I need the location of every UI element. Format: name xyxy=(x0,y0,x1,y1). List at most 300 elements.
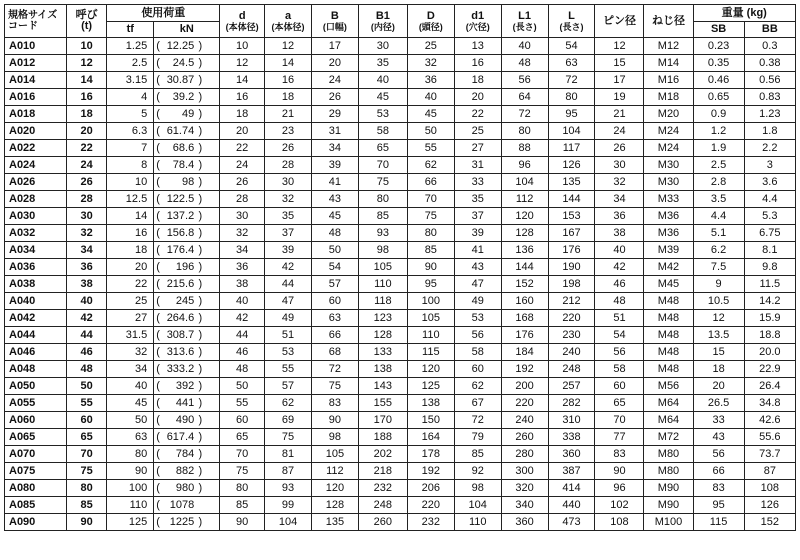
thread-cell: M16 xyxy=(644,72,693,89)
header-tf: tf xyxy=(107,22,154,38)
nominal-cell: 22 xyxy=(66,140,107,157)
nominal-cell: 42 xyxy=(66,310,107,327)
L-cell: 176 xyxy=(548,242,595,259)
kn-value: 441 xyxy=(175,396,195,409)
B1-cell: 58 xyxy=(358,123,407,140)
B1-cell: 53 xyxy=(358,106,407,123)
B-cell: 63 xyxy=(311,310,358,327)
kn-open-paren: ( xyxy=(156,277,160,290)
sb-cell: 0.46 xyxy=(693,72,744,89)
kn-value: 78.4 xyxy=(172,158,195,171)
B1-cell: 110 xyxy=(358,276,407,293)
table-row xyxy=(5,446,796,463)
bb-cell: 3.6 xyxy=(744,174,795,191)
B-cell: 128 xyxy=(311,497,358,514)
d1-cell: 37 xyxy=(454,208,501,225)
sb-cell: 20 xyxy=(693,378,744,395)
kn-open-paren: ( xyxy=(156,243,160,256)
thread-cell: M90 xyxy=(644,497,693,514)
kn-cell xyxy=(154,225,220,242)
kn-cell xyxy=(154,395,220,412)
table-row xyxy=(5,191,796,208)
kn-close-paren: ) xyxy=(198,379,203,392)
L-cell: 414 xyxy=(548,480,595,497)
d1-cell: 56 xyxy=(454,327,501,344)
L1-cell: 260 xyxy=(501,429,548,446)
B-cell: 43 xyxy=(311,191,358,208)
kn-open-paren: ( xyxy=(156,447,160,460)
header-pin: ピン径 xyxy=(595,5,644,38)
nominal-cell: 26 xyxy=(66,174,107,191)
code-cell: A085 xyxy=(5,497,67,514)
pin-cell: 42 xyxy=(595,259,644,276)
sb-cell: 6.2 xyxy=(693,242,744,259)
sb-cell: 66 xyxy=(693,463,744,480)
kn-close-paren: ) xyxy=(198,209,203,222)
kn-value: 333.2 xyxy=(166,362,195,375)
B-cell: 68 xyxy=(311,344,358,361)
L-cell: 63 xyxy=(548,55,595,72)
L-cell: 72 xyxy=(548,72,595,89)
pin-cell: 38 xyxy=(595,225,644,242)
L-cell: 104 xyxy=(548,123,595,140)
d1-cell: 16 xyxy=(454,55,501,72)
L1-cell: 88 xyxy=(501,140,548,157)
kn-cell xyxy=(154,72,220,89)
bb-cell: 9.8 xyxy=(744,259,795,276)
kn-value: 122.5 xyxy=(166,192,195,205)
table-row xyxy=(5,497,796,514)
code-cell: A032 xyxy=(5,225,67,242)
bb-cell: 126 xyxy=(744,497,795,514)
B1-cell: 98 xyxy=(358,242,407,259)
B-cell: 60 xyxy=(311,293,358,310)
code-cell: A070 xyxy=(5,446,67,463)
a-cell: 16 xyxy=(265,72,312,89)
D-cell: 75 xyxy=(407,208,454,225)
sb-cell: 95 xyxy=(693,497,744,514)
B1-cell: 128 xyxy=(358,327,407,344)
pin-cell: 54 xyxy=(595,327,644,344)
kn-value: 12.25 xyxy=(166,39,195,52)
d1-cell: 47 xyxy=(454,276,501,293)
L-cell: 153 xyxy=(548,208,595,225)
table-row xyxy=(5,140,796,157)
nominal-cell: 20 xyxy=(66,123,107,140)
header-d1-sub: (穴径) xyxy=(465,21,490,32)
L1-cell: 64 xyxy=(501,89,548,106)
tf-cell: 80 xyxy=(107,446,154,463)
header-a-label: a xyxy=(284,9,292,22)
tf-cell: 20 xyxy=(107,259,154,276)
kn-cell xyxy=(154,361,220,378)
kn-value: 30.87 xyxy=(166,73,195,86)
sb-cell: 18 xyxy=(693,361,744,378)
code-cell: A038 xyxy=(5,276,67,293)
D-cell: 110 xyxy=(407,327,454,344)
L-cell: 473 xyxy=(548,514,595,531)
bb-cell: 20.0 xyxy=(744,344,795,361)
kn-cell xyxy=(154,429,220,446)
a-cell: 51 xyxy=(265,327,312,344)
D-cell: 85 xyxy=(407,242,454,259)
d-cell: 30 xyxy=(220,208,265,225)
kn-value: 490 xyxy=(175,413,195,426)
L1-cell: 120 xyxy=(501,208,548,225)
kn-close-paren: ) xyxy=(198,294,203,307)
B-cell: 29 xyxy=(311,106,358,123)
kn-cell xyxy=(154,463,220,480)
d-cell: 80 xyxy=(220,480,265,497)
bb-cell: 73.7 xyxy=(744,446,795,463)
L-cell: 440 xyxy=(548,497,595,514)
L1-cell: 160 xyxy=(501,293,548,310)
d1-cell: 33 xyxy=(454,174,501,191)
table-row xyxy=(5,242,796,259)
code-cell: A036 xyxy=(5,259,67,276)
table-row xyxy=(5,293,796,310)
d-cell: 16 xyxy=(220,89,265,106)
d1-cell: 72 xyxy=(454,412,501,429)
a-cell: 30 xyxy=(265,174,312,191)
code-cell: A014 xyxy=(5,72,67,89)
pin-cell: 51 xyxy=(595,310,644,327)
kn-cell xyxy=(154,293,220,310)
B1-cell: 30 xyxy=(358,38,407,55)
tf-cell: 22 xyxy=(107,276,154,293)
header-D-label: D xyxy=(426,9,435,22)
table-row xyxy=(5,89,796,106)
nominal-cell: 32 xyxy=(66,225,107,242)
thread-cell: M100 xyxy=(644,514,693,531)
sb-cell: 56 xyxy=(693,446,744,463)
d1-cell: 58 xyxy=(454,344,501,361)
d-cell: 60 xyxy=(220,412,265,429)
d-cell: 36 xyxy=(220,259,265,276)
D-cell: 125 xyxy=(407,378,454,395)
thread-cell: M45 xyxy=(644,276,693,293)
bb-cell: 1.8 xyxy=(744,123,795,140)
d1-cell: 67 xyxy=(454,395,501,412)
pin-cell: 65 xyxy=(595,395,644,412)
thread-cell: M36 xyxy=(644,225,693,242)
d-cell: 34 xyxy=(220,242,265,259)
B1-cell: 80 xyxy=(358,191,407,208)
kn-value: 49 xyxy=(181,107,195,120)
L1-cell: 300 xyxy=(501,463,548,480)
bb-cell: 0.3 xyxy=(744,38,795,55)
code-cell: A065 xyxy=(5,429,67,446)
B1-cell: 93 xyxy=(358,225,407,242)
a-cell: 44 xyxy=(265,276,312,293)
d1-cell: 41 xyxy=(454,242,501,259)
D-cell: 206 xyxy=(407,480,454,497)
D-cell: 25 xyxy=(407,38,454,55)
kn-value: 24.5 xyxy=(172,56,195,69)
d1-cell: 31 xyxy=(454,157,501,174)
L-cell: 190 xyxy=(548,259,595,276)
table-row xyxy=(5,106,796,123)
kn-open-paren: ( xyxy=(156,90,160,103)
nominal-cell: 14 xyxy=(66,72,107,89)
kn-open-paren: ( xyxy=(156,226,160,239)
d1-cell: 20 xyxy=(454,89,501,106)
tf-cell: 1.25 xyxy=(107,38,154,55)
kn-close-paren: ) xyxy=(198,158,203,171)
d1-cell: 79 xyxy=(454,429,501,446)
thread-cell: M18 xyxy=(644,89,693,106)
table-row xyxy=(5,378,796,395)
d1-cell: 39 xyxy=(454,225,501,242)
L-cell: 95 xyxy=(548,106,595,123)
L-cell: 126 xyxy=(548,157,595,174)
kn-cell xyxy=(154,412,220,429)
kn-cell xyxy=(154,344,220,361)
d1-cell: 35 xyxy=(454,191,501,208)
d-cell: 12 xyxy=(220,55,265,72)
sb-cell: 2.8 xyxy=(693,174,744,191)
nominal-cell: 75 xyxy=(66,463,107,480)
code-cell: A055 xyxy=(5,395,67,412)
kn-open-paren: ( xyxy=(156,481,160,494)
kn-open-paren: ( xyxy=(156,192,160,205)
kn-close-paren: ) xyxy=(198,192,203,205)
kn-close-paren: ) xyxy=(198,447,203,460)
table-row xyxy=(5,55,796,72)
B1-cell: 123 xyxy=(358,310,407,327)
tf-cell: 110 xyxy=(107,497,154,514)
kn-cell xyxy=(154,514,220,531)
B1-cell: 35 xyxy=(358,55,407,72)
pin-cell: 48 xyxy=(595,293,644,310)
kn-open-paren: ( xyxy=(156,396,160,409)
B-cell: 75 xyxy=(311,378,358,395)
kn-close-paren: ) xyxy=(198,413,203,426)
B-cell: 112 xyxy=(311,463,358,480)
nominal-cell: 16 xyxy=(66,89,107,106)
kn-open-paren: ( xyxy=(156,39,160,52)
a-cell: 32 xyxy=(265,191,312,208)
kn-cell xyxy=(154,55,220,72)
B-cell: 57 xyxy=(311,276,358,293)
d-cell: 28 xyxy=(220,191,265,208)
L-cell: 80 xyxy=(548,89,595,106)
L1-cell: 112 xyxy=(501,191,548,208)
kn-value: 68.6 xyxy=(172,141,195,154)
code-cell: A044 xyxy=(5,327,67,344)
d-cell: 10 xyxy=(220,38,265,55)
header-L-sub: (長さ) xyxy=(559,21,584,32)
bb-cell: 87 xyxy=(744,463,795,480)
sb-cell: 9 xyxy=(693,276,744,293)
thread-cell: M36 xyxy=(644,208,693,225)
tf-cell: 100 xyxy=(107,480,154,497)
bb-cell: 0.38 xyxy=(744,55,795,72)
header-d-sub: (本体径) xyxy=(225,21,259,32)
L1-cell: 56 xyxy=(501,72,548,89)
header-B1-label: B1 xyxy=(375,9,390,22)
L-cell: 360 xyxy=(548,446,595,463)
thread-cell: M80 xyxy=(644,446,693,463)
sb-cell: 33 xyxy=(693,412,744,429)
L-cell: 240 xyxy=(548,344,595,361)
B1-cell: 85 xyxy=(358,208,407,225)
kn-cell xyxy=(154,497,220,514)
kn-open-paren: ( xyxy=(156,73,160,86)
D-cell: 150 xyxy=(407,412,454,429)
a-cell: 69 xyxy=(265,412,312,429)
B1-cell: 155 xyxy=(358,395,407,412)
kn-open-paren: ( xyxy=(156,362,160,375)
thread-cell: M42 xyxy=(644,259,693,276)
pin-cell: 12 xyxy=(595,38,644,55)
kn-close-paren: ) xyxy=(198,243,203,256)
tf-cell: 12.5 xyxy=(107,191,154,208)
d-cell: 18 xyxy=(220,106,265,123)
kn-value: 882 xyxy=(175,464,195,477)
kn-open-paren: ( xyxy=(156,345,160,358)
B-cell: 41 xyxy=(311,174,358,191)
L-cell: 248 xyxy=(548,361,595,378)
L1-cell: 200 xyxy=(501,378,548,395)
tf-cell: 40 xyxy=(107,378,154,395)
kn-close-paren: ) xyxy=(198,39,203,52)
thread-cell: M72 xyxy=(644,429,693,446)
tf-cell: 18 xyxy=(107,242,154,259)
B-cell: 66 xyxy=(311,327,358,344)
thread-cell: M48 xyxy=(644,327,693,344)
kn-open-paren: ( xyxy=(156,56,160,69)
sb-cell: 83 xyxy=(693,480,744,497)
sb-cell: 7.5 xyxy=(693,259,744,276)
kn-close-paren: ) xyxy=(198,345,203,358)
B-cell: 50 xyxy=(311,242,358,259)
sb-cell: 3.5 xyxy=(693,191,744,208)
table-row xyxy=(5,276,796,293)
kn-cell xyxy=(154,480,220,497)
thread-cell: M64 xyxy=(644,395,693,412)
L-cell: 387 xyxy=(548,463,595,480)
L-cell: 135 xyxy=(548,174,595,191)
thread-cell: M30 xyxy=(644,157,693,174)
kn-value: 980 xyxy=(175,481,195,494)
B-cell: 120 xyxy=(311,480,358,497)
header-B1-sub: (内径) xyxy=(370,21,395,32)
sb-cell: 10.5 xyxy=(693,293,744,310)
code-cell: A020 xyxy=(5,123,67,140)
a-cell: 35 xyxy=(265,208,312,225)
table-row xyxy=(5,225,796,242)
kn-value: 1078 xyxy=(169,498,195,511)
d1-cell: 62 xyxy=(454,378,501,395)
nominal-cell: 85 xyxy=(66,497,107,514)
L-cell: 144 xyxy=(548,191,595,208)
d-cell: 24 xyxy=(220,157,265,174)
kn-close-paren: ) xyxy=(198,430,203,443)
L1-cell: 96 xyxy=(501,157,548,174)
header-B-label: B xyxy=(330,9,339,22)
L1-cell: 152 xyxy=(501,276,548,293)
pin-cell: 46 xyxy=(595,276,644,293)
kn-cell xyxy=(154,140,220,157)
nominal-cell: 80 xyxy=(66,480,107,497)
B1-cell: 70 xyxy=(358,157,407,174)
L1-cell: 128 xyxy=(501,225,548,242)
table-row xyxy=(5,208,796,225)
kn-open-paren: ( xyxy=(156,464,160,477)
kn-cell xyxy=(154,106,220,123)
d1-cell: 25 xyxy=(454,123,501,140)
kn-cell xyxy=(154,174,220,191)
sb-cell: 1.9 xyxy=(693,140,744,157)
a-cell: 18 xyxy=(265,89,312,106)
pin-cell: 21 xyxy=(595,106,644,123)
code-cell: A048 xyxy=(5,361,67,378)
header-kn: kN xyxy=(154,22,220,38)
D-cell: 115 xyxy=(407,344,454,361)
thread-cell: M24 xyxy=(644,123,693,140)
kn-close-paren: ) xyxy=(198,73,203,86)
tf-cell: 5 xyxy=(107,106,154,123)
nominal-cell: 70 xyxy=(66,446,107,463)
kn-cell xyxy=(154,327,220,344)
bb-cell: 0.83 xyxy=(744,89,795,106)
B1-cell: 143 xyxy=(358,378,407,395)
B-cell: 105 xyxy=(311,446,358,463)
B-cell: 26 xyxy=(311,89,358,106)
L1-cell: 280 xyxy=(501,446,548,463)
kn-value: 264.6 xyxy=(166,311,195,324)
pin-cell: 58 xyxy=(595,361,644,378)
D-cell: 138 xyxy=(407,395,454,412)
d-cell: 65 xyxy=(220,429,265,446)
d1-cell: 53 xyxy=(454,310,501,327)
nominal-cell: 48 xyxy=(66,361,107,378)
kn-value: 617.4 xyxy=(166,430,195,443)
pin-cell: 17 xyxy=(595,72,644,89)
B1-cell: 118 xyxy=(358,293,407,310)
B1-cell: 138 xyxy=(358,361,407,378)
kn-close-paren: ) xyxy=(198,124,203,137)
d-cell: 40 xyxy=(220,293,265,310)
a-cell: 62 xyxy=(265,395,312,412)
header-d-label: d xyxy=(238,9,246,22)
tf-cell: 125 xyxy=(107,514,154,531)
tf-cell: 3.15 xyxy=(107,72,154,89)
kn-open-paren: ( xyxy=(156,379,160,392)
sb-cell: 0.35 xyxy=(693,55,744,72)
code-cell: A075 xyxy=(5,463,67,480)
B1-cell: 40 xyxy=(358,72,407,89)
d-cell: 50 xyxy=(220,378,265,395)
bb-cell: 3 xyxy=(744,157,795,174)
B1-cell: 232 xyxy=(358,480,407,497)
pin-cell: 102 xyxy=(595,497,644,514)
a-cell: 26 xyxy=(265,140,312,157)
kn-cell xyxy=(154,157,220,174)
L1-cell: 184 xyxy=(501,344,548,361)
tf-cell: 8 xyxy=(107,157,154,174)
pin-cell: 36 xyxy=(595,208,644,225)
header-thread: ねじ径 xyxy=(644,5,693,38)
tf-cell: 2.5 xyxy=(107,55,154,72)
kn-open-paren: ( xyxy=(156,124,160,137)
kn-open-paren: ( xyxy=(156,107,160,120)
thread-cell: M24 xyxy=(644,140,693,157)
d1-cell: 104 xyxy=(454,497,501,514)
a-cell: 14 xyxy=(265,55,312,72)
D-cell: 70 xyxy=(407,191,454,208)
